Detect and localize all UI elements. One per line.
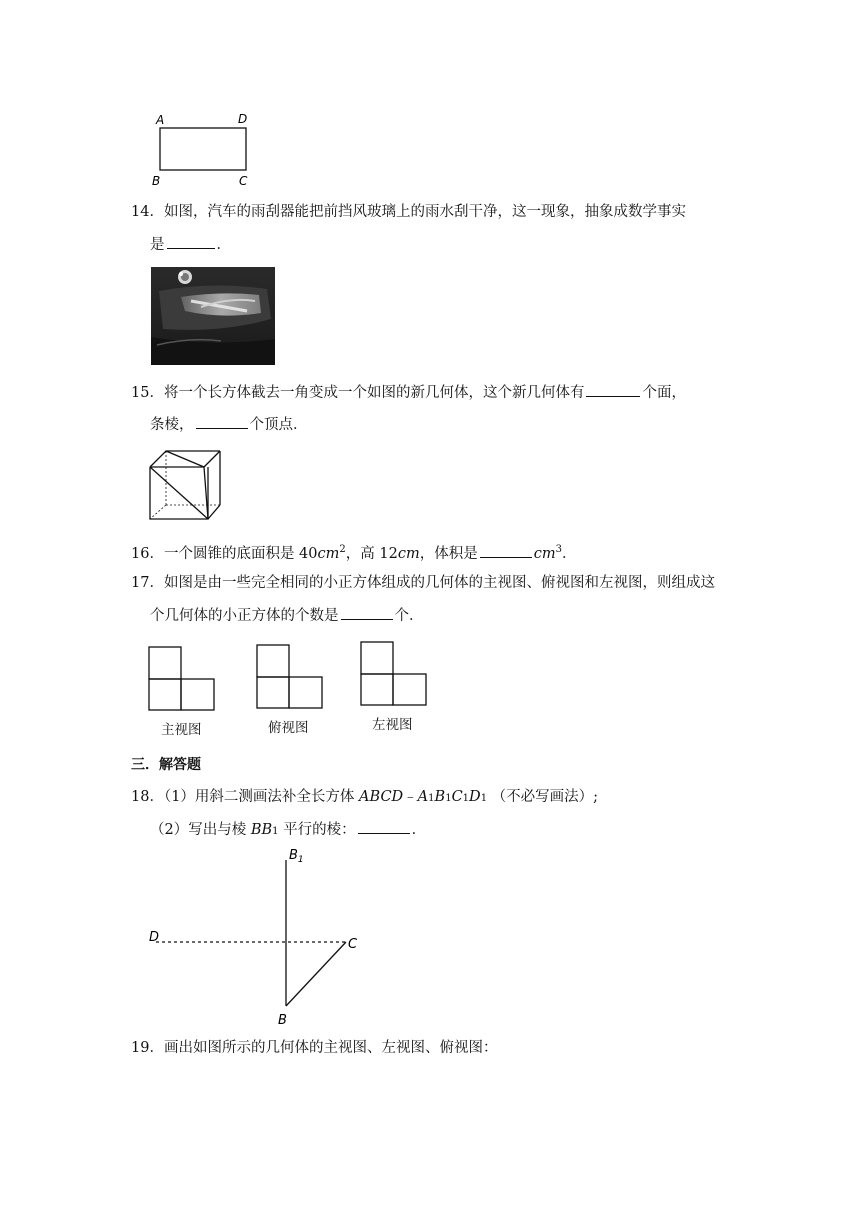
q14-number: 14． [131, 204, 164, 220]
q16-text-a: 一个圆锥的底面积是 40 [163, 545, 318, 562]
q14-line1 [131, 202, 686, 222]
q18-a1: A [417, 789, 429, 805]
q14-answer-blank[interactable] [167, 247, 215, 249]
q18-part2 [150, 820, 426, 842]
q14-text-post: ． [216, 237, 231, 253]
q18-number: 18． [131, 789, 164, 805]
q18-part2-text-b: 平行的棱： [278, 822, 356, 838]
label-c-18: C [348, 937, 358, 952]
q18-note: （不必写画法）; [491, 789, 599, 805]
left-view-figure [360, 641, 428, 707]
q15-vertices-blank[interactable] [196, 427, 248, 429]
q18-sub-bb: 1 [272, 826, 279, 837]
q18-part2-text-c: ． [411, 822, 427, 838]
q15-edges-text: 条棱， [150, 417, 194, 433]
q15-line1 [131, 383, 686, 403]
q17-line2 [150, 606, 424, 626]
q19-line [131, 1038, 497, 1058]
q15-text-b: 个面， [642, 385, 686, 401]
q18-sub-d: 1 [480, 793, 488, 804]
top-view-figure [256, 644, 324, 710]
q17-text: 如图是由一些完全相同的小正方体组成的几何体的主视图、俯视图和左视图，则组成这 [163, 575, 715, 591]
q15-vertices-text: 个顶点． [249, 417, 308, 433]
q18-sub-a: 1 [428, 793, 435, 804]
q15-line2 [150, 415, 308, 435]
front-view-caption: 主视图 [161, 722, 202, 738]
q18-dash: ﹣ [403, 789, 418, 805]
q16-unit-cm-3: cm [533, 545, 556, 562]
q18-part1 [131, 787, 598, 809]
q16-unit-cm-2: cm [397, 545, 420, 562]
q18-d1: D [469, 789, 481, 805]
section-title: 三．解答题 [131, 757, 201, 773]
label-b1: $B_1$ [289, 848, 304, 865]
oblique-cuboid-figure [140, 842, 380, 1028]
q18-abcd: ABCD [359, 789, 404, 805]
q15-text-a: 将一个长方体截去一角变成一个如图的新几何体，这个新几何体有 [163, 385, 585, 401]
q19-number: 19． [131, 1040, 164, 1056]
q16-sup-3: 3 [555, 544, 562, 555]
q19-text: 画出如图所示的几何体的主视图、左视图、俯视图： [163, 1040, 498, 1056]
q17-text-b: 个． [394, 608, 424, 624]
q17-text-a: 个几何体的小正方体的个数是 [150, 608, 339, 624]
q18-part1-text: （1）用斜二测画法补全长方体 [163, 789, 360, 805]
q17-number: 17． [131, 575, 164, 591]
label-b-18: B [278, 1013, 287, 1028]
label-c: C [239, 174, 248, 188]
q17-count-blank[interactable] [341, 618, 393, 620]
q15-number: 15． [131, 385, 164, 401]
q16-unit-cm: cm [317, 545, 340, 562]
q16-text-c: ，体积是 [419, 545, 478, 562]
label-d: D [238, 112, 248, 126]
q15-faces-blank[interactable] [586, 395, 640, 397]
rectangle-abcd-figure [146, 108, 262, 190]
q17-line1 [131, 573, 715, 593]
q16-line [131, 540, 576, 564]
left-view-caption: 左视图 [372, 717, 413, 733]
q18-answer-blank[interactable] [358, 832, 410, 834]
q16-text-d: ． [561, 545, 577, 562]
q16-text-b: ，高 12 [345, 545, 398, 562]
q18-bb: BB [250, 822, 273, 838]
q18-b1: B [434, 789, 446, 805]
q14-text: 如图，汽车的雨刮器能把前挡风玻璃上的雨水刮干净，这一现象，抽象成数学事实 [163, 204, 686, 220]
q16-sup-2: 2 [339, 544, 346, 555]
q16-volume-blank[interactable] [480, 556, 532, 558]
q18-sub-b: 1 [445, 793, 452, 804]
q14-text-pre: 是 [150, 237, 165, 253]
label-b: B [152, 174, 161, 188]
q18-c1: C [451, 789, 463, 805]
windshield-wiper-photo [151, 267, 275, 365]
q18-part2-text: （2）写出与棱 [150, 822, 251, 838]
q18-sub-c: 1 [462, 793, 470, 804]
q14-line2 [150, 235, 231, 255]
front-view-figure [148, 646, 216, 712]
q16-number: 16． [131, 545, 164, 562]
truncated-cuboid-figure [146, 447, 224, 523]
label-a: A [156, 113, 165, 127]
label-d-18: D [149, 930, 160, 945]
top-view-caption: 俯视图 [268, 720, 309, 736]
